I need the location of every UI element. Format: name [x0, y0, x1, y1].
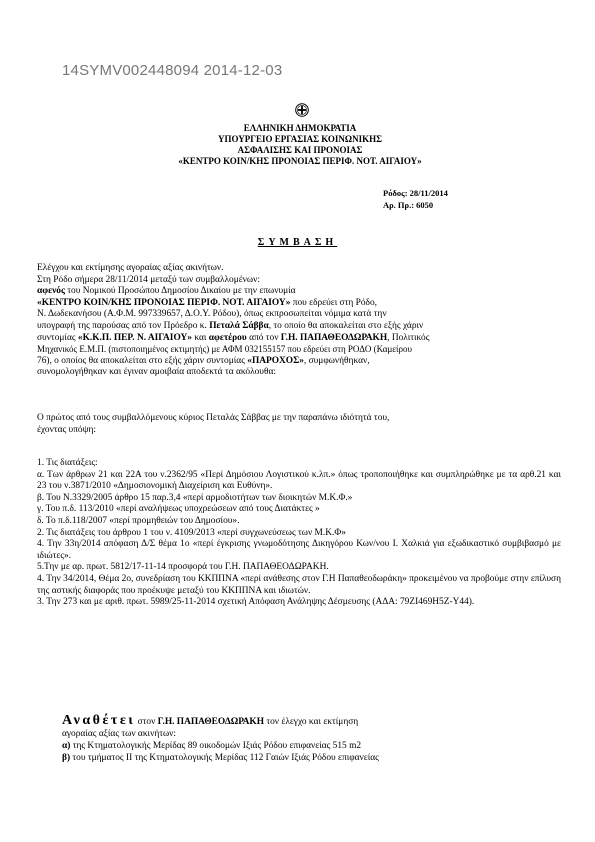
letterhead-line-2: ΥΠΟΥΡΓΕΙΟ ΕΡΓΑΣΙΑΣ ΚΟΙΝΩΝΙΚΗΣ — [217, 134, 383, 144]
intro-line: «ΚΕΝΤΡΟ ΚΟΙΝ/ΚΗΣ ΠΡΟΝΟΙΑΣ ΠΕΡΙΦ. ΝΟΤ. ΑΙΓΑΙΟΥ» που εδρεύει στη Ρόδο, — [37, 297, 377, 308]
date-block — [383, 187, 448, 211]
assignment-line: αγοραίας αξίας των ακινήτων: — [62, 729, 177, 739]
provision-item: 2. Τις διατάξεις του άρθρου 1 του ν. 4109/2013 «περί συγχωνεύσεως των Μ.Κ.Φ» — [37, 527, 346, 538]
intro-section — [37, 263, 561, 379]
intro-line: αφενός του Νομικού Προσώπου Δημοσίου Δικαίου με την επωνυμία — [37, 286, 296, 297]
document-code: 14SYMV002448094 2014-12-03 — [62, 62, 283, 79]
provision-item: β. Του Ν.3329/2005 άρθρο 15 παρ.3,4 «περί αρμοδιοτήτων των διοικητών Μ.Κ.Φ.» — [37, 492, 353, 503]
greek-emblem-icon — [295, 103, 309, 117]
intro-line: Στη Ρόδο σήμερα 28/11/2014 μεταξύ των συμβαλλομένων: — [37, 274, 260, 285]
assignment-verb: Αναθέτει — [62, 713, 136, 728]
letterhead-line-3: ΑΣΦΑΛΙΣΗΣ ΚΑΙ ΠΡΟΝΟΙΑΣ — [237, 145, 363, 155]
provision-item: δ. Το π.δ.118/2007 «περί προμηθειών του Δημοσίου». — [37, 515, 240, 526]
provisions-heading: 1. Τις διατάξεις: — [37, 458, 98, 468]
paragraph-line: έχοντας υπόψη: — [37, 424, 96, 435]
letterhead — [150, 123, 450, 167]
provisions-list — [37, 458, 561, 609]
provision-item: γ. Του π.δ. 113/2010 «περί αναλήψεως υποχρεώσεων από τους Διατάκτες » — [37, 504, 320, 515]
intro-line: συνομολογήθηκαν και έγιναν αμοιβαία αποδεκτά τα ακόλουθα: — [37, 367, 276, 378]
intro-line: συντομίας «Κ.Κ.Π. ΠΕΡ. Ν. ΑΙΓΑΙΟΥ» και αφετέρου από τον Γ.Η. ΠΑΠΑΘΕΟΔΩΡΑΚΗ, Πολιτικός — [37, 332, 430, 343]
provision-item: 4. Την 33η/2014 απόφαση Δ/Σ θέμα 1ο «περί έγκρισης γνωμοδότησης Δικηγόρου Κων/νου Ι. Χαλκιά για εξωδικαστικό συμβιβασμό με ιδιώτες». — [37, 539, 561, 561]
intro-line: 76), ο οποίος θα αποκαλείται στο εξής χάριν συντομίας «ΠΑΡΟΧΟΣ», συμφωνήθηκαν, — [37, 355, 370, 366]
first-paragraph — [37, 413, 561, 436]
protocol-number: Αρ. Πρ.: 6050 — [383, 200, 434, 210]
document-date: Ρόδος: 28/11/2014 — [383, 188, 448, 198]
intro-line: Ν. Δωδεκανήσου (Α.Φ.Μ. 997339657, Δ.Ο.Υ. Ρόδου), όπως εκπροσωπείται νόμιμα κατά την — [37, 309, 387, 320]
letterhead-line-4: «ΚΕΝΤΡΟ ΚΟΙΝ/ΚΗΣ ΠΡΟΝΟΙΑΣ ΠΕΡΙΦ. ΝΟΤ. ΑΙΓΑΙΟΥ» — [178, 156, 422, 166]
assignment-section: Αναθέτει στον Γ.Η. ΠΑΠΑΘΕΟΔΩΡΑΚΗ τον έλεγχο και εκτίμηση αγοραίας αξίας των ακινήτων: α) της Κτηματολογικής Μερίδας 89 οικοδομών Ιξιάς Ρόδου επιφανείας 515 m2 β) του τμήματος ΙΙ της Κτηματολογικής Μερίδας 112 Γαιών Ιξιάς Ρόδου επιφανείας — [62, 713, 379, 763]
intro-line: Ελέγχου και εκτίμησης αγοραίας αξίας ακινήτων. — [37, 263, 224, 273]
provision-item: 4. Την 34/2014, Θέμα 2ο, συνεδρίαση του ΚΚΠΠΝΑ «περί ανάθεσης στον Γ.Η Παπαθεοδωράκη» προκειμένου να προβούμε στην επίλυση της αστικής διαφοράς που προέκυψε μεταξύ του ΚΚΠΠΝΑ και ιδιωτών. — [37, 573, 561, 596]
intro-line: Μηχανικός Ε.Μ.Π. (πιστοποιημένος εκτιμητής) με ΑΦΜ 032155157 που εδρεύει στη ΡΟΔΟ (Καμείρου — [37, 344, 412, 355]
provision-item: 5.Την με αρ. πρωτ. 5812/17-11-14 προσφορά του Γ.Η. ΠΑΠΑΘΕΟΔΩΡΑΚΗ. — [37, 562, 329, 573]
assignment-item: β) του τμήματος ΙΙ της Κτηματολογικής Μερίδας 112 Γαιών Ιξιάς Ρόδου επιφανείας — [62, 753, 379, 763]
intro-line: υπογραφή της παρούσας από τον Πρόεδρο κ. Πεταλά Σάββα, το οποίο θα αποκαλείται στο εξής χάριν — [37, 320, 424, 331]
document-title: ΣΥΜΒΑΣΗ — [257, 237, 338, 248]
assignment-item: α) της Κτηματολογικής Μερίδας 89 οικοδομών Ιξιάς Ρόδου επιφανείας 515 m2 — [62, 741, 362, 751]
provision-item: 3. Την 273 και με αριθ. πρωτ. 5989/25-11-2014 σχετική Απόφαση Ανάληψης Δέσμευσης (ΑΔΑ: 79ΖΙ469Η5Ζ-Υ44). — [37, 597, 475, 608]
letterhead-line-1: ΕΛΛΗΝΙΚΗ ΔΗΜΟΚΡΑΤΙΑ — [243, 123, 357, 133]
provision-item: α. Των άρθρων 21 και 22Α του ν.2362/95 «Περί Δημόσιου Λογιστικού κ.λπ.» όπως τροποποιήθηκε και συμπληρώθηκε με τα αρθ.21 και 23 του ν.3871/2010 «Δημοσιονομική Διαχείριση και Ευθύνη». — [37, 469, 561, 492]
paragraph-line: Ο πρώτος από τους συμβαλλόμενους κύριος Πεταλάς Σάββας με την παραπάνω ιδιότητά του, — [37, 413, 390, 423]
